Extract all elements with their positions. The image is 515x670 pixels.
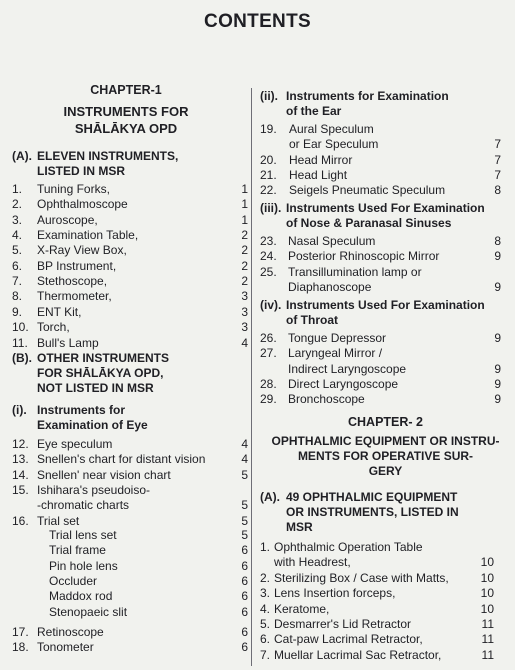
section-b-line: NOT LISTED IN MSR <box>37 381 154 395</box>
entry-page-number: 5 <box>241 528 248 542</box>
toc-entry <box>256 265 515 280</box>
entry-title: Seigels Pneumatic Speculum <box>289 183 446 198</box>
entry-number: 28. <box>260 376 277 391</box>
entry-page-number: 2 <box>241 258 248 273</box>
entry-number: 9. <box>12 304 23 319</box>
section-ii-label: (ii). <box>260 89 278 103</box>
entry-title: Sterilizing Box / Case with Matts, <box>274 570 449 585</box>
entry-title: Ophthalmic Operation Table <box>274 540 423 554</box>
entry-number: 11. <box>12 335 28 350</box>
toc-entry <box>256 632 515 647</box>
toc-entry <box>256 602 515 617</box>
entry-number: 7. <box>260 647 271 662</box>
toc-entry <box>0 498 252 513</box>
chapter-2-title-line: GERY <box>368 464 403 478</box>
entry-page-number: 9 <box>494 279 501 294</box>
toc-entry <box>0 625 252 640</box>
entry-page-number: 6 <box>241 558 248 573</box>
entry-page-number: 6 <box>241 573 248 588</box>
section-a-line: ELEVEN INSTRUMENTS, <box>37 149 179 163</box>
section-i-label: (i). <box>12 403 27 417</box>
entry-page-number: 9 <box>494 249 501 264</box>
entry-title: Bull's Lamp <box>37 335 99 350</box>
entry-number: 1. <box>260 540 271 554</box>
section-iv-line: of Throat <box>286 313 338 327</box>
entry-number: 2. <box>260 570 271 585</box>
entry-page-number: 3 <box>241 304 248 319</box>
toc-entry <box>0 197 252 212</box>
toc-entry <box>0 182 252 197</box>
toc-entry <box>256 540 515 555</box>
entry-title: X-Ray View Box, <box>37 243 127 258</box>
toc-entry <box>256 362 515 377</box>
toc-entry <box>0 320 252 335</box>
entry-title: -chromatic charts <box>37 498 130 513</box>
entry-title: Tongue Depressor <box>288 331 387 345</box>
entry-number: 18. <box>12 640 29 655</box>
toc-entry <box>256 249 515 264</box>
entry-number: 26. <box>260 331 277 345</box>
entry-title: Pin hole lens <box>49 558 118 573</box>
toc-entry <box>0 452 252 467</box>
section-ii-line: of the Ear <box>286 104 342 118</box>
entry-page-number: 5 <box>241 513 248 528</box>
entry-title: Bronchoscope <box>288 392 365 407</box>
entry-page-number: 10 <box>480 586 494 601</box>
toc-entry <box>0 213 252 228</box>
entry-page-number: 6 <box>241 589 248 604</box>
chapter-1-title <box>0 103 252 137</box>
entry-number: 21. <box>260 167 277 182</box>
entry-number: 13. <box>12 452 29 467</box>
trial-subentry <box>0 528 252 543</box>
entry-number: 2. <box>12 197 23 212</box>
toc-entry <box>0 289 252 304</box>
toc-entry <box>256 555 515 570</box>
toc-entry <box>256 137 515 152</box>
toc-entry <box>0 228 252 243</box>
entry-page-number: 9 <box>494 331 501 345</box>
entry-page-number: 1 <box>241 212 248 227</box>
toc-entry <box>256 153 515 168</box>
entry-number: 29. <box>260 392 277 407</box>
toc-entry <box>0 259 252 274</box>
toc-entry <box>0 305 252 320</box>
trial-subentry <box>0 574 252 589</box>
entry-page-number: 2 <box>241 228 248 243</box>
trial-subentry <box>0 589 252 604</box>
toc-entry <box>256 571 515 586</box>
entry-title: Ophthalmoscope <box>37 197 128 212</box>
toc-entry <box>256 586 515 601</box>
section-iii-line: Instruments Used For Examination <box>286 201 485 215</box>
entry-title: or Ear Speculum <box>289 137 379 152</box>
toc-entry <box>256 346 515 361</box>
entry-number: 20. <box>260 152 277 167</box>
entry-page-number: 7 <box>494 167 501 182</box>
entry-title: Aural Speculum <box>289 122 374 136</box>
entry-title: Thermometer, <box>37 289 112 304</box>
entry-title: Examination Table, <box>37 228 139 243</box>
entry-page-number: 4 <box>241 437 248 451</box>
section-b-line: FOR SHĀLĀKYA OPD, <box>37 366 164 380</box>
chapter-2-title-line: MENTS FOR OPERATIVE SUR- <box>297 449 474 463</box>
chapter-2-title <box>256 434 515 479</box>
entry-title: Transillumination lamp or <box>288 264 422 279</box>
entry-title: Direct Laryngoscope <box>288 376 399 391</box>
entry-number: 25. <box>260 264 277 279</box>
section-a-label: (A). <box>12 149 32 163</box>
entry-title: Ishihara's pseudoiso- <box>37 482 151 497</box>
section-iii-line: of Nose & Paranasal Sinuses <box>286 216 452 230</box>
section-b-line: OTHER INSTRUMENTS <box>37 351 169 365</box>
trial-subentry <box>0 559 252 574</box>
entry-number: 3. <box>12 212 23 227</box>
section-iv-line: Instruments Used For Examination <box>286 298 485 312</box>
trial-subentry <box>0 543 252 558</box>
entry-number: 19. <box>260 122 277 136</box>
entry-number: 16. <box>12 513 29 528</box>
entry-page-number: 10 <box>480 555 494 570</box>
section-iii-label: (iii). <box>260 201 282 215</box>
entry-number: 6. <box>260 632 271 647</box>
entry-number: 24. <box>260 249 277 264</box>
entry-title: Trial lens set <box>49 528 117 542</box>
chapter-1-title-line: INSTRUMENTS FOR <box>63 104 189 119</box>
entry-title: Cat-paw Lacrimal Retractor, <box>274 632 423 647</box>
toc-entry <box>256 280 515 295</box>
entry-page-number: 6 <box>241 543 248 558</box>
entry-number: 23. <box>260 234 277 248</box>
entry-number: 4. <box>12 228 23 243</box>
entry-title: Muellar Lacrimal Sac Retractor, <box>274 647 442 662</box>
entry-title: ENT Kit, <box>37 304 82 319</box>
ch2-section-a-line: OR INSTRUMENTS, LISTED IN <box>286 505 459 519</box>
entry-title: Diaphanoscope <box>288 279 372 294</box>
toc-entry <box>256 183 515 198</box>
entry-title: Lens Insertion forceps, <box>274 586 396 601</box>
entry-page-number: 3 <box>241 289 248 304</box>
entry-number: 8. <box>12 289 23 304</box>
entry-number: 5. <box>260 617 271 631</box>
entry-title: Laryngeal Mirror / <box>288 346 383 361</box>
toc-entry <box>256 648 515 663</box>
entry-page-number: 10 <box>480 601 494 616</box>
toc-entry <box>0 468 252 483</box>
entry-number: 12. <box>12 437 29 451</box>
section-ii-line: Instruments for Examination <box>286 89 449 103</box>
chapter-2-title-line: OPHTHALMIC EQUIPMENT OR INSTRU- <box>271 434 500 448</box>
entry-title: Head Light <box>289 167 348 182</box>
entry-title: Trial frame <box>49 543 106 558</box>
trial-subentry <box>0 605 252 620</box>
entry-title: Head Mirror <box>289 152 353 167</box>
entry-number: 15. <box>12 482 29 497</box>
entry-title: Snellen' near vision chart <box>37 467 171 482</box>
entry-page-number: 10 <box>480 570 494 585</box>
entry-page-number: 6 <box>241 604 248 619</box>
entry-page-number: 9 <box>494 392 501 407</box>
entry-number: 4. <box>260 601 271 616</box>
entry-page-number: 4 <box>241 452 248 467</box>
entry-title: Retinoscope <box>37 625 104 639</box>
entry-title: Desmarrer's Lid Retractor <box>274 617 411 631</box>
entry-page-number: 5 <box>241 467 248 482</box>
entry-title: Snellen's chart for distant vision <box>37 452 206 467</box>
toc-entry <box>256 617 515 632</box>
entry-title: Torch, <box>37 320 70 335</box>
entry-title: Stenopaeic slit <box>49 604 128 619</box>
entry-number: 22. <box>260 183 277 198</box>
entry-page-number: 4 <box>241 335 248 350</box>
entry-title: Indirect Laryngoscope <box>288 361 407 376</box>
toc-entry <box>256 331 515 346</box>
chapter-1-label: CHAPTER-1 <box>90 83 162 97</box>
entry-page-number: 2 <box>241 274 248 289</box>
entry-page-number: 2 <box>241 243 248 258</box>
entry-page-number: 11 <box>481 647 494 662</box>
entry-number: 7. <box>12 274 23 289</box>
entry-page-number: 9 <box>494 376 501 391</box>
toc-entry <box>0 640 252 655</box>
entry-page-number: 3 <box>241 320 248 335</box>
entry-number: 6. <box>12 258 23 273</box>
entry-page-number: 6 <box>241 625 248 639</box>
toc-entry <box>256 168 515 183</box>
entry-number: 27. <box>260 346 277 361</box>
entry-number: 10. <box>12 320 29 335</box>
toc-entry <box>0 437 252 452</box>
toc-entry <box>256 377 515 392</box>
section-iv-label: (iv). <box>260 298 282 312</box>
toc-entry <box>0 483 252 498</box>
ch2-section-a-label: (A). <box>260 490 280 504</box>
entry-title: BP Instrument, <box>37 258 117 273</box>
entry-title: Tonometer <box>37 640 94 655</box>
entry-page-number: 11 <box>481 617 494 631</box>
entry-page-number: 5 <box>241 498 248 513</box>
entry-title: Auroscope, <box>37 212 98 227</box>
toc-entry <box>0 243 252 258</box>
entry-page-number: 7 <box>494 137 501 152</box>
entry-number: 5. <box>12 243 23 258</box>
ch2-section-a-line: 49 OPHTHALMIC EQUIPMENT <box>286 490 458 504</box>
entry-number: 1. <box>12 182 23 196</box>
entry-page-number: 9 <box>494 361 501 376</box>
toc-entry <box>256 392 515 407</box>
ch2-section-a-line: MSR <box>286 520 313 534</box>
entry-page-number: 1 <box>241 182 248 196</box>
toc-entry <box>0 336 252 351</box>
entry-title: Occluder <box>49 573 98 588</box>
entry-page-number: 11 <box>481 632 494 647</box>
entry-title: with Headrest, <box>274 555 351 570</box>
entry-title: Nasal Speculum <box>288 234 376 248</box>
toc-entry <box>0 514 252 529</box>
entry-title: Maddox rod <box>49 589 113 604</box>
entry-page-number: 6 <box>241 640 248 655</box>
entry-title: Tuning Forks, <box>37 182 110 196</box>
entry-number: 17. <box>12 625 29 639</box>
entry-page-number: 8 <box>494 183 501 198</box>
toc-entry <box>256 234 515 249</box>
chapter-2-label: CHAPTER- 2 <box>347 415 423 429</box>
chapter-1-title-line: SHĀLĀKYA OPD <box>74 121 178 136</box>
entry-title: Stethoscope, <box>37 274 108 289</box>
section-i-line: Instruments for <box>37 403 126 417</box>
entry-title: Eye speculum <box>37 437 113 451</box>
page-title: CONTENTS <box>204 11 311 32</box>
section-a-line: LISTED IN MSR <box>37 164 126 178</box>
toc-entry <box>256 122 515 137</box>
entry-page-number: 7 <box>494 152 501 167</box>
toc-entry <box>0 274 252 289</box>
section-b-label: (B). <box>12 351 32 365</box>
section-i-line: Examination of Eye <box>37 418 148 432</box>
entry-title: Posterior Rhinoscopic Mirror <box>288 249 440 264</box>
entry-page-number: 8 <box>494 234 501 248</box>
entry-title: Trial set <box>37 513 80 528</box>
entry-number: 14. <box>12 467 29 482</box>
entry-title: Keratome, <box>274 601 330 616</box>
entry-number: 3. <box>260 586 271 601</box>
entry-page-number: 1 <box>241 197 248 212</box>
